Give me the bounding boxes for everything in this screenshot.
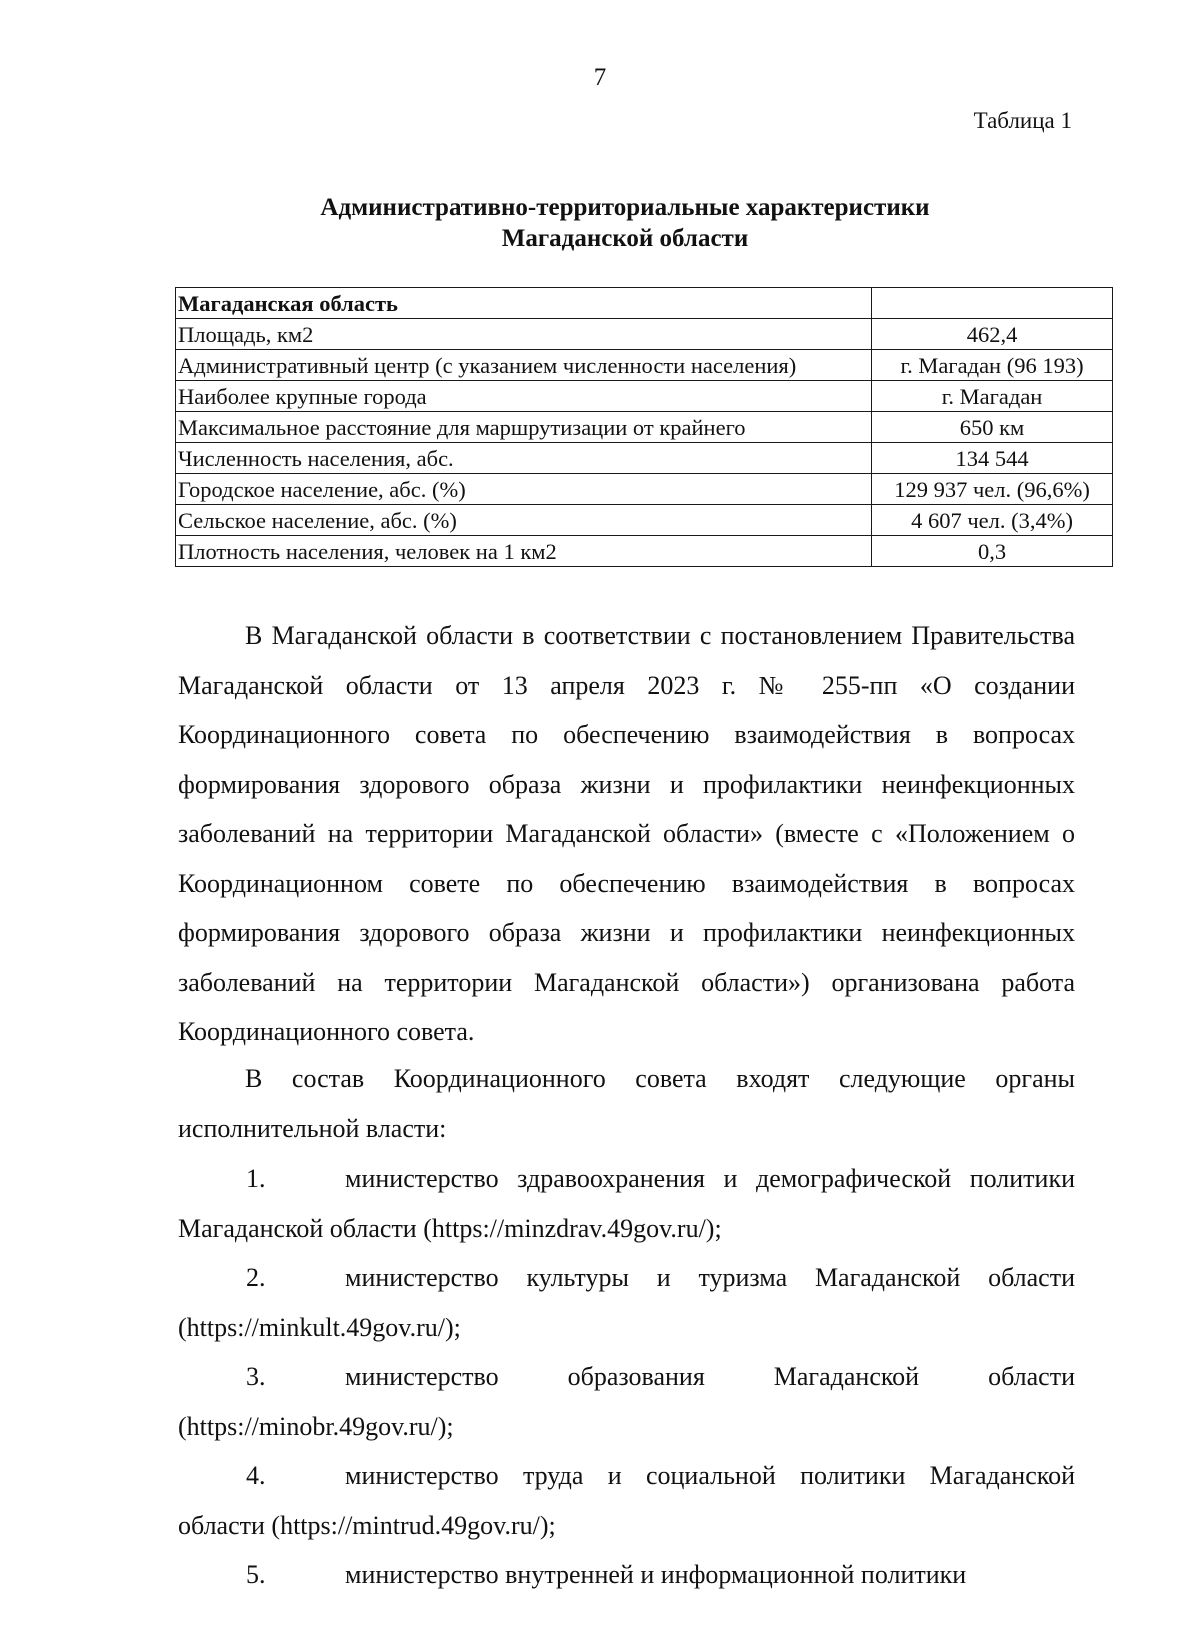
table-cell-label: Городское население, абс. (%) bbox=[176, 474, 872, 505]
table-cell-value: 134 544 bbox=[872, 443, 1113, 474]
list-item-text: министерство культуры и туризма Магаданской области (https://minkult.49gov.ru/); bbox=[178, 1263, 1075, 1342]
characteristics-table bbox=[175, 287, 1113, 567]
table-row bbox=[176, 505, 1113, 536]
table-row bbox=[176, 381, 1113, 412]
table-cell-label: Административный центр (с указанием численности населения) bbox=[176, 350, 872, 381]
table-cell-value: 129 937 чел. (96,6%) bbox=[872, 474, 1113, 505]
table-cell-label: Плотность населения, человек на 1 км2 bbox=[176, 536, 872, 567]
list-item-text: министерство внутренней и информационной политики bbox=[345, 1560, 967, 1589]
table-title-line-1: Административно-территориальные характеристики bbox=[320, 194, 930, 221]
paragraph-council-members-intro bbox=[178, 1054, 1075, 1153]
list-item-number: 3. bbox=[246, 1362, 266, 1391]
table-row bbox=[176, 412, 1113, 443]
table-header-row bbox=[176, 288, 1113, 319]
table-header-cell: Магаданская область bbox=[176, 288, 872, 319]
table-row bbox=[176, 443, 1113, 474]
list-item bbox=[178, 1253, 1075, 1352]
list-item bbox=[178, 1154, 1075, 1253]
table-cell-label: Сельское население, абс. (%) bbox=[176, 505, 872, 536]
table-cell-label: Наиболее крупные города bbox=[176, 381, 872, 412]
list-item-text: министерство труда и социальной политики Магаданской области (https://mintrud.49gov.ru/); bbox=[178, 1461, 1075, 1540]
table-row bbox=[176, 536, 1113, 567]
table-cell-value: г. Магадан (96 193) bbox=[872, 350, 1113, 381]
ministries-list bbox=[178, 1154, 1075, 1600]
table-cell-value: г. Магадан bbox=[872, 381, 1113, 412]
table-cell-value: 650 км bbox=[872, 412, 1113, 443]
table-label: Таблица 1 bbox=[973, 108, 1072, 133]
page-number: 7 bbox=[593, 64, 607, 91]
list-item bbox=[178, 1352, 1075, 1451]
list-item-number: 1. bbox=[246, 1164, 266, 1193]
table-row bbox=[176, 350, 1113, 381]
table-cell-label: Площадь, км2 bbox=[176, 319, 872, 350]
table-cell-value: 462,4 bbox=[872, 319, 1113, 350]
list-item bbox=[178, 1550, 1075, 1600]
list-item-number: 2. bbox=[246, 1263, 266, 1292]
list-item bbox=[178, 1451, 1075, 1550]
table-cell-label: Численность населения, абс. bbox=[176, 443, 872, 474]
table-title bbox=[0, 192, 1200, 254]
table-cell-value: 0,3 bbox=[872, 536, 1113, 567]
paragraph-text: В Магаданской области в соответствии с постановлением Правительства Магаданской области от 13 апреля 2023 г. № 255-пп «О создании Координационного совета по обеспечению взаимодействия в вопросах формирования здорового образа жизни и профилактики неинфекционных заболеваний на территории Магаданской области» (вместе с «Положением о Координационном совете по обеспечению взаимодействия в вопросах формирования здорового образа жизни и профилактики неинфекционных заболеваний на территории Магаданской области») организована работа Координационного совета. bbox=[178, 621, 1075, 1046]
table-header-cell bbox=[872, 288, 1113, 319]
paragraph-coordination-council bbox=[178, 611, 1075, 1057]
list-item-number: 5. bbox=[246, 1560, 266, 1589]
list-item-text: министерство образования Магаданской области (https://minobr.49gov.ru/); bbox=[178, 1362, 1075, 1441]
paragraph-text: В состав Координационного совета входят следующие органы исполнительной власти: bbox=[178, 1064, 1075, 1143]
table-row bbox=[176, 319, 1113, 350]
list-item-number: 4. bbox=[246, 1461, 266, 1490]
table-cell-value: 4 607 чел. (3,4%) bbox=[872, 505, 1113, 536]
list-item-text: министерство здравоохранения и демографической политики Магаданской области (https://minzdrav.49gov.ru/); bbox=[178, 1164, 1075, 1243]
table-title-line-2: Магаданской области bbox=[501, 225, 749, 252]
table-cell-label: Максимальное расстояние для маршрутизации от крайнего bbox=[176, 412, 872, 443]
table-row bbox=[176, 474, 1113, 505]
